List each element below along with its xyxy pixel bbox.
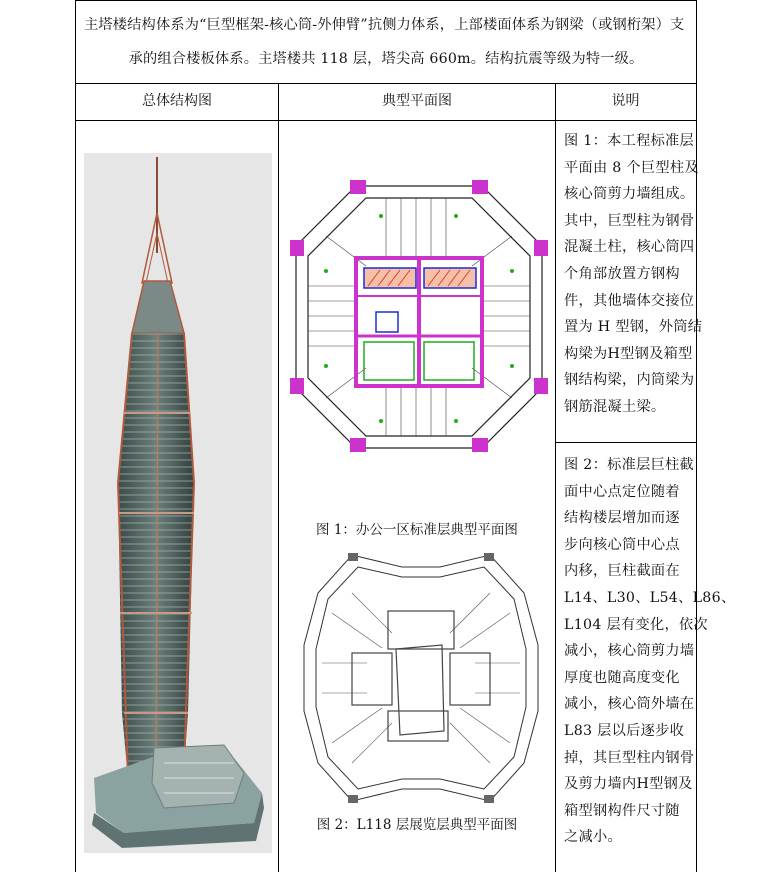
intro-paragraph (84, 8, 688, 76)
note-2-line: L83 层以后逐步收 (564, 722, 685, 739)
note-2-line: 厚度也随高度变化 (564, 669, 680, 686)
note-2-line: 之减小。 (564, 829, 622, 846)
note-2-line: 掉，其巨型柱内钢骨 (564, 749, 695, 766)
header-description: 说明 (611, 93, 640, 109)
tower-rendering (84, 153, 272, 853)
note-1 (564, 128, 703, 421)
header-overall-structure: 总体结构图 (142, 93, 212, 109)
intro-line-1: 主塔楼结构体系为“巨型框架-核心筒-外伸臂”抗侧力体系，上部楼面体系为钢梁（或钢桁架）支 (84, 17, 685, 33)
note-1-line: 其中，巨型柱为钢骨 (564, 212, 695, 229)
caption-fig-2: 图 2：L118 层展览层典型平面图 (316, 817, 518, 833)
table-col-divider-2 (555, 83, 556, 872)
table-divider-header (75, 120, 696, 121)
note-1-line: 核心筒剪力墙组成。 (564, 186, 695, 203)
note-2-line: 内移，巨柱截面在 (564, 563, 680, 580)
note-1-line: 钢结构梁，内筒梁为 (564, 372, 695, 389)
note-2-line: 减小，核心筒外墙在 (564, 696, 695, 713)
note-2-line: 结构楼层增加而逐 (564, 510, 680, 527)
header-typical-plan: 典型平面图 (382, 93, 452, 109)
note-2-line: 箱型钢构件尺寸随 (564, 802, 680, 819)
note-2-line: 面中心点定位随着 (564, 483, 680, 500)
note-2 (564, 452, 736, 851)
note-1-line: 个角部放置方钢构 (564, 265, 680, 282)
note-1-line: 件，其他墙体交接位 (564, 292, 695, 309)
note-1-line: 图 1：本工程标准层 (564, 133, 695, 149)
note-1-line: 构梁为H型钢及箱型 (564, 345, 693, 362)
caption-fig-1: 图 1：办公一区标准层典型平面图 (316, 522, 518, 538)
note-1-line: 混凝土柱，核心筒四 (564, 239, 695, 256)
note-1-line: 钢筋混凝土梁。 (564, 398, 666, 415)
notes-divider (555, 442, 696, 443)
note-1-line: 置为 H 型钢，外筒结 (564, 319, 703, 336)
note-2-line: 减小，核心筒剪力墙 (564, 643, 695, 660)
note-1-line: 平面由 8 个巨型柱及 (564, 159, 699, 176)
table-col-divider-1 (278, 83, 279, 872)
note-2-line: 及剪力墙内H型钢及 (564, 776, 693, 793)
note-2-line: L104 层有变化，依次 (564, 616, 708, 633)
office-zone-standard-floor-plan (286, 176, 552, 464)
note-2-line: L14、L30、L54、L86、 (564, 589, 736, 606)
intro-line-2: 承的组合楼板体系。主塔楼共 118 层，塔尖高 660m。结构抗震等级为特一级。 (128, 51, 644, 67)
note-2-line: 图 2：标准层巨柱截 (564, 457, 695, 473)
table-border-top (75, 0, 696, 1)
l118-exhibition-floor-plan (292, 553, 550, 803)
note-2-line: 步向核心筒中心点 (564, 536, 680, 553)
